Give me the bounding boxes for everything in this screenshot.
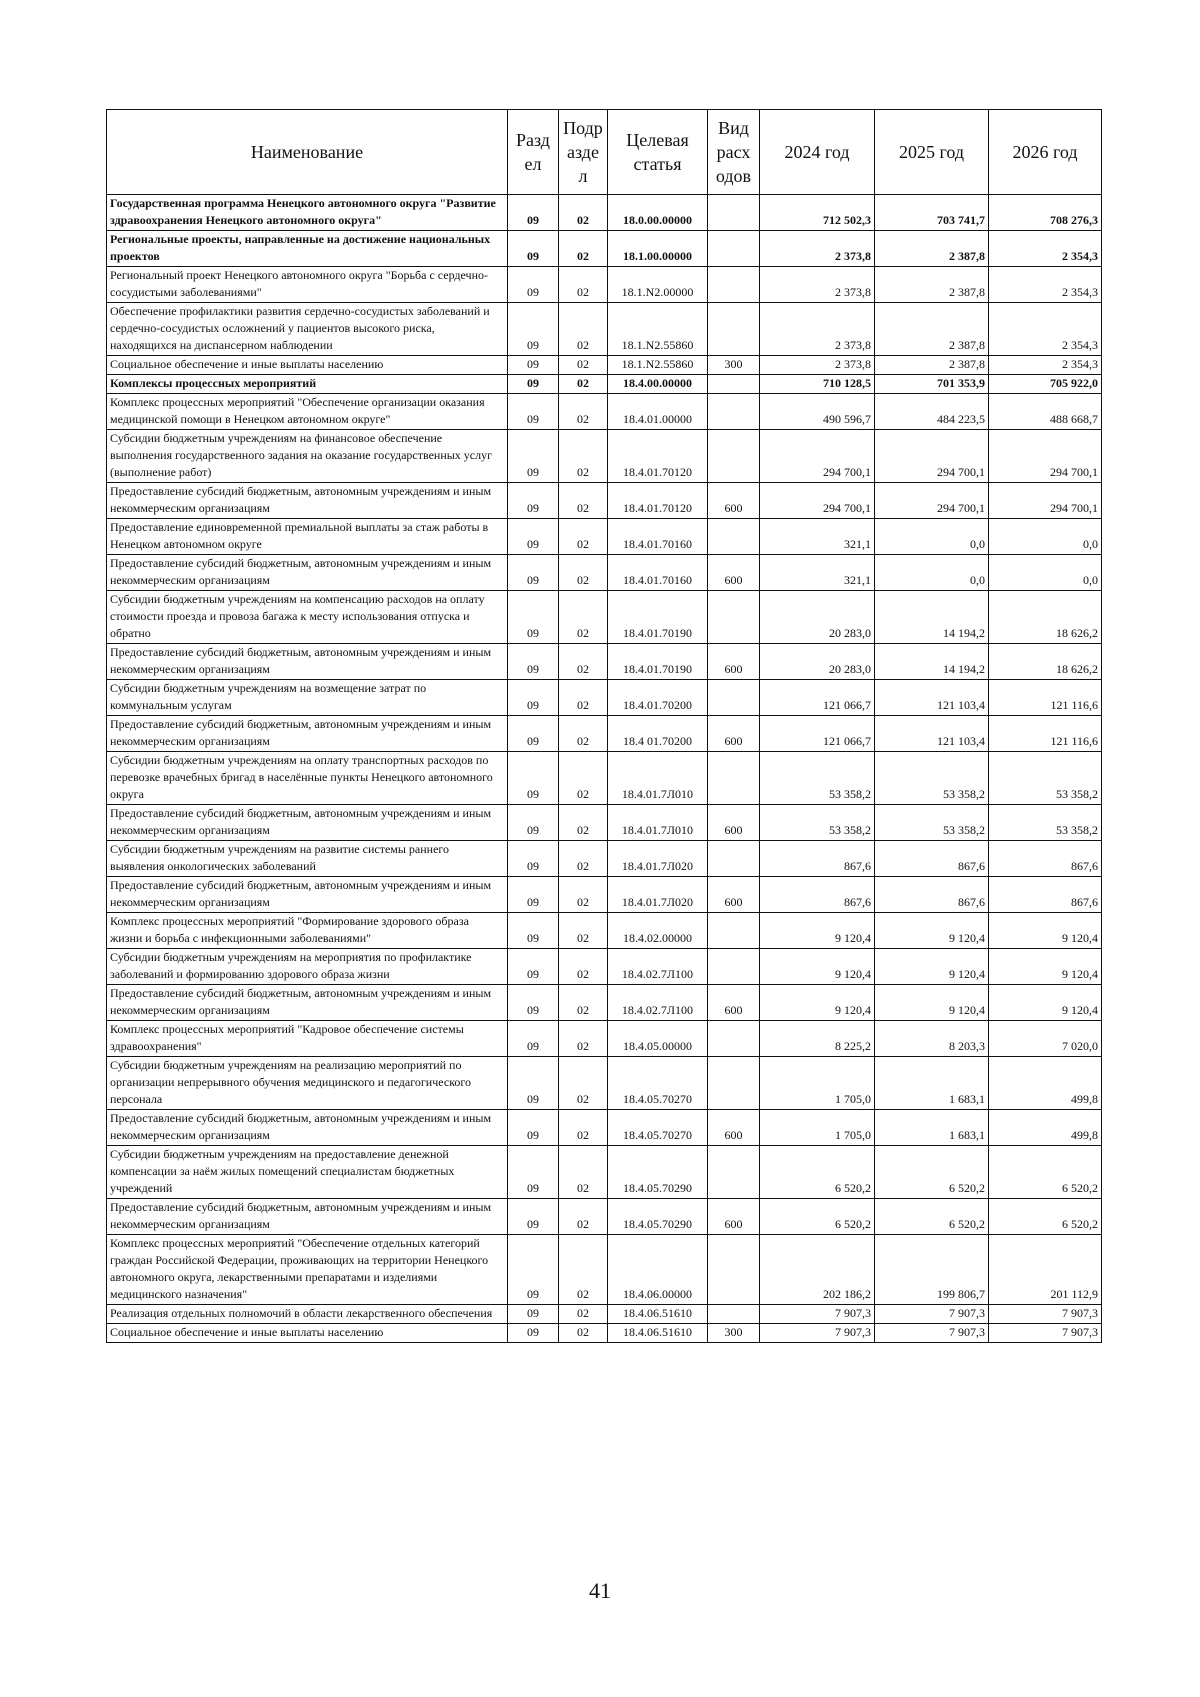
table-row xyxy=(107,949,1102,985)
table-row xyxy=(107,680,1102,716)
cell-name: Государственная программа Ненецкого автономного округа "Развитие здравоохранения Ненецкого автономного округа" xyxy=(107,195,508,231)
cell-target-article: 18.4.01.00000 xyxy=(608,394,708,430)
cell-2026: 9 120,4 xyxy=(989,949,1102,985)
cell-name: Региональные проекты, направленные на достижение национальных проектов xyxy=(107,231,508,267)
cell-razdel: 09 xyxy=(508,716,559,752)
cell-razdel: 09 xyxy=(508,231,559,267)
cell-2024: 490 596,7 xyxy=(760,394,875,430)
cell-razdel: 09 xyxy=(508,644,559,680)
cell-podrazdel: 02 xyxy=(559,430,608,483)
table-row xyxy=(107,195,1102,231)
cell-razdel: 09 xyxy=(508,985,559,1021)
cell-podrazdel: 02 xyxy=(559,267,608,303)
cell-name: Предоставление субсидий бюджетным, автономным учреждениям и иным некоммерческим организациям xyxy=(107,644,508,680)
cell-2025: 14 194,2 xyxy=(875,591,989,644)
cell-2025: 6 520,2 xyxy=(875,1199,989,1235)
header-2026: 2026 год xyxy=(989,110,1102,195)
header-name: Наименование xyxy=(107,110,508,195)
cell-2025: 121 103,4 xyxy=(875,680,989,716)
cell-podrazdel: 02 xyxy=(559,1057,608,1110)
cell-2025: 0,0 xyxy=(875,555,989,591)
cell-razdel: 09 xyxy=(508,267,559,303)
table-row xyxy=(107,752,1102,805)
cell-2026: 294 700,1 xyxy=(989,483,1102,519)
cell-2026: 2 354,3 xyxy=(989,356,1102,375)
table-row xyxy=(107,356,1102,375)
table-row xyxy=(107,1305,1102,1324)
header-target-article: Целевая статья xyxy=(608,110,708,195)
cell-2026: 201 112,9 xyxy=(989,1235,1102,1305)
cell-podrazdel: 02 xyxy=(559,591,608,644)
table-row xyxy=(107,913,1102,949)
cell-2026: 18 626,2 xyxy=(989,644,1102,680)
budget-table xyxy=(106,109,1102,1343)
cell-2024: 867,6 xyxy=(760,841,875,877)
table-row xyxy=(107,877,1102,913)
cell-target-article: 18.4 01.70200 xyxy=(608,716,708,752)
cell-podrazdel: 02 xyxy=(559,913,608,949)
cell-2024: 9 120,4 xyxy=(760,949,875,985)
table-row xyxy=(107,1235,1102,1305)
cell-2026: 708 276,3 xyxy=(989,195,1102,231)
cell-2024: 294 700,1 xyxy=(760,430,875,483)
cell-podrazdel: 02 xyxy=(559,519,608,555)
cell-2025: 8 203,3 xyxy=(875,1021,989,1057)
cell-2026: 6 520,2 xyxy=(989,1146,1102,1199)
cell-name: Комплекс процессных мероприятий "Обеспечение отдельных категорий граждан Российской Федерации, проживающих на территории Ненецкого автономного округа, лекарственными препаратами и изделиями медицинского назначения" xyxy=(107,1235,508,1305)
cell-2025: 294 700,1 xyxy=(875,430,989,483)
cell-podrazdel: 02 xyxy=(559,375,608,394)
cell-podrazdel: 02 xyxy=(559,1324,608,1343)
cell-2024: 202 186,2 xyxy=(760,1235,875,1305)
cell-target-article: 18.1.N2.55860 xyxy=(608,303,708,356)
cell-target-article: 18.4.05.70290 xyxy=(608,1199,708,1235)
cell-razdel: 09 xyxy=(508,356,559,375)
cell-name: Предоставление субсидий бюджетным, автономным учреждениям и иным некоммерческим организациям xyxy=(107,716,508,752)
cell-2024: 8 225,2 xyxy=(760,1021,875,1057)
cell-razdel: 09 xyxy=(508,555,559,591)
cell-expense-type: 600 xyxy=(708,716,760,752)
table-row xyxy=(107,483,1102,519)
cell-2026: 499,8 xyxy=(989,1057,1102,1110)
cell-2026: 488 668,7 xyxy=(989,394,1102,430)
cell-2024: 2 373,8 xyxy=(760,231,875,267)
cell-target-article: 18.4.01.7Л010 xyxy=(608,752,708,805)
table-row xyxy=(107,591,1102,644)
cell-2026: 2 354,3 xyxy=(989,267,1102,303)
cell-target-article: 18.4.01.70200 xyxy=(608,680,708,716)
cell-razdel: 09 xyxy=(508,1057,559,1110)
cell-razdel: 09 xyxy=(508,591,559,644)
cell-2026: 53 358,2 xyxy=(989,752,1102,805)
cell-razdel: 09 xyxy=(508,805,559,841)
cell-2026: 9 120,4 xyxy=(989,913,1102,949)
cell-razdel: 09 xyxy=(508,394,559,430)
cell-2025: 1 683,1 xyxy=(875,1110,989,1146)
cell-2024: 321,1 xyxy=(760,519,875,555)
table-row xyxy=(107,1057,1102,1110)
cell-razdel: 09 xyxy=(508,375,559,394)
cell-2024: 7 907,3 xyxy=(760,1305,875,1324)
cell-2025: 867,6 xyxy=(875,877,989,913)
cell-razdel: 09 xyxy=(508,680,559,716)
cell-expense-type xyxy=(708,1235,760,1305)
cell-name: Субсидии бюджетным учреждениям на мероприятия по профилактике заболеваний и формированию здорового образа жизни xyxy=(107,949,508,985)
cell-2026: 2 354,3 xyxy=(989,231,1102,267)
cell-2024: 321,1 xyxy=(760,555,875,591)
cell-2024: 2 373,8 xyxy=(760,267,875,303)
cell-expense-type xyxy=(708,1146,760,1199)
cell-razdel: 09 xyxy=(508,483,559,519)
cell-expense-type xyxy=(708,1057,760,1110)
cell-name: Обеспечение профилактики развития сердечно-сосудистых заболеваний и сердечно-сосудистых осложнений у пациентов высокого риска, находящихся на диспансерном наблюдении xyxy=(107,303,508,356)
cell-name: Предоставление единовременной премиальной выплаты за стаж работы в Ненецком автономном округе xyxy=(107,519,508,555)
cell-2024: 712 502,3 xyxy=(760,195,875,231)
cell-podrazdel: 02 xyxy=(559,949,608,985)
table-row xyxy=(107,1146,1102,1199)
cell-expense-type xyxy=(708,949,760,985)
cell-2025: 2 387,8 xyxy=(875,231,989,267)
table-row xyxy=(107,394,1102,430)
cell-name: Субсидии бюджетным учреждениям на возмещение затрат по коммунальным услугам xyxy=(107,680,508,716)
cell-podrazdel: 02 xyxy=(559,1110,608,1146)
cell-2025: 0,0 xyxy=(875,519,989,555)
cell-razdel: 09 xyxy=(508,841,559,877)
cell-name: Субсидии бюджетным учреждениям на оплату транспортных расходов по перевозке врачебных бригад в населённые пункты Ненецкого автономного округа xyxy=(107,752,508,805)
cell-target-article: 18.4.01.7Л020 xyxy=(608,841,708,877)
cell-podrazdel: 02 xyxy=(559,752,608,805)
cell-expense-type xyxy=(708,231,760,267)
cell-name: Предоставление субсидий бюджетным, автономным учреждениям и иным некоммерческим организациям xyxy=(107,877,508,913)
cell-expense-type xyxy=(708,1305,760,1324)
cell-razdel: 09 xyxy=(508,913,559,949)
cell-razdel: 09 xyxy=(508,1146,559,1199)
cell-razdel: 09 xyxy=(508,877,559,913)
cell-expense-type xyxy=(708,1021,760,1057)
cell-2026: 2 354,3 xyxy=(989,303,1102,356)
cell-name: Реализация отдельных полномочий в области лекарственного обеспечения xyxy=(107,1305,508,1324)
cell-podrazdel: 02 xyxy=(559,394,608,430)
cell-expense-type xyxy=(708,591,760,644)
cell-2025: 703 741,7 xyxy=(875,195,989,231)
cell-2024: 2 373,8 xyxy=(760,356,875,375)
cell-name: Субсидии бюджетным учреждениям на реализацию мероприятий по организации непрерывного обучения медицинского и педагогического персонала xyxy=(107,1057,508,1110)
cell-expense-type: 300 xyxy=(708,356,760,375)
cell-2026: 294 700,1 xyxy=(989,430,1102,483)
cell-2024: 710 128,5 xyxy=(760,375,875,394)
cell-razdel: 09 xyxy=(508,1324,559,1343)
cell-podrazdel: 02 xyxy=(559,303,608,356)
table-row xyxy=(107,1199,1102,1235)
cell-podrazdel: 02 xyxy=(559,680,608,716)
cell-2026: 705 922,0 xyxy=(989,375,1102,394)
cell-expense-type: 600 xyxy=(708,1199,760,1235)
table-row xyxy=(107,985,1102,1021)
cell-2026: 6 520,2 xyxy=(989,1199,1102,1235)
table-row xyxy=(107,430,1102,483)
cell-2024: 867,6 xyxy=(760,877,875,913)
cell-target-article: 18.4.05.70270 xyxy=(608,1110,708,1146)
cell-name: Субсидии бюджетным учреждениям на развитие системы раннего выявления онкологических заболеваний xyxy=(107,841,508,877)
cell-2025: 53 358,2 xyxy=(875,805,989,841)
table-row xyxy=(107,519,1102,555)
cell-expense-type: 600 xyxy=(708,985,760,1021)
cell-expense-type xyxy=(708,519,760,555)
cell-target-article: 18.4.01.7Л020 xyxy=(608,877,708,913)
cell-2024: 121 066,7 xyxy=(760,680,875,716)
cell-2024: 9 120,4 xyxy=(760,913,875,949)
cell-razdel: 09 xyxy=(508,430,559,483)
cell-2026: 0,0 xyxy=(989,519,1102,555)
cell-expense-type xyxy=(708,394,760,430)
table-body xyxy=(107,195,1102,1343)
table-row xyxy=(107,267,1102,303)
cell-name: Социальное обеспечение и иные выплаты населению xyxy=(107,356,508,375)
cell-2024: 2 373,8 xyxy=(760,303,875,356)
cell-razdel: 09 xyxy=(508,1199,559,1235)
cell-name: Региональный проект Ненецкого автономного округа "Борьба с сердечно-сосудистыми заболеваниями" xyxy=(107,267,508,303)
cell-expense-type: 600 xyxy=(708,644,760,680)
cell-name: Социальное обеспечение и иные выплаты населению xyxy=(107,1324,508,1343)
cell-name: Комплекс процессных мероприятий "Формирование здорового образа жизни и борьба с инфекционными заболеваниями" xyxy=(107,913,508,949)
header-podrazdel: Подр азде л xyxy=(559,110,608,195)
table-row xyxy=(107,841,1102,877)
cell-2025: 9 120,4 xyxy=(875,949,989,985)
cell-podrazdel: 02 xyxy=(559,1305,608,1324)
cell-expense-type: 600 xyxy=(708,877,760,913)
cell-2026: 499,8 xyxy=(989,1110,1102,1146)
cell-2026: 7 020,0 xyxy=(989,1021,1102,1057)
cell-target-article: 18.4.05.70290 xyxy=(608,1146,708,1199)
cell-2025: 9 120,4 xyxy=(875,913,989,949)
cell-expense-type: 600 xyxy=(708,483,760,519)
cell-target-article: 18.4.06.00000 xyxy=(608,1235,708,1305)
cell-2025: 484 223,5 xyxy=(875,394,989,430)
cell-2025: 121 103,4 xyxy=(875,716,989,752)
cell-expense-type xyxy=(708,267,760,303)
cell-2024: 20 283,0 xyxy=(760,644,875,680)
cell-podrazdel: 02 xyxy=(559,483,608,519)
cell-target-article: 18.4.06.51610 xyxy=(608,1324,708,1343)
cell-razdel: 09 xyxy=(508,195,559,231)
cell-2025: 14 194,2 xyxy=(875,644,989,680)
cell-2025: 2 387,8 xyxy=(875,356,989,375)
cell-target-article: 18.4.02.7Л100 xyxy=(608,949,708,985)
cell-razdel: 09 xyxy=(508,1305,559,1324)
cell-name: Предоставление субсидий бюджетным, автономным учреждениям и иным некоммерческим организациям xyxy=(107,1199,508,1235)
cell-podrazdel: 02 xyxy=(559,195,608,231)
cell-podrazdel: 02 xyxy=(559,555,608,591)
cell-target-article: 18.0.00.00000 xyxy=(608,195,708,231)
cell-2026: 18 626,2 xyxy=(989,591,1102,644)
cell-2026: 7 907,3 xyxy=(989,1324,1102,1343)
cell-razdel: 09 xyxy=(508,1110,559,1146)
cell-expense-type: 300 xyxy=(708,1324,760,1343)
cell-razdel: 09 xyxy=(508,1235,559,1305)
cell-razdel: 09 xyxy=(508,1021,559,1057)
cell-2024: 6 520,2 xyxy=(760,1146,875,1199)
cell-expense-type xyxy=(708,752,760,805)
cell-podrazdel: 02 xyxy=(559,356,608,375)
header-expense-type: Вид расх одов xyxy=(708,110,760,195)
cell-2025: 6 520,2 xyxy=(875,1146,989,1199)
cell-expense-type: 600 xyxy=(708,1110,760,1146)
cell-name: Комплекс процессных мероприятий "Кадровое обеспечение системы здравоохранения" xyxy=(107,1021,508,1057)
cell-target-article: 18.4.01.70120 xyxy=(608,430,708,483)
cell-podrazdel: 02 xyxy=(559,644,608,680)
header-2025: 2025 год xyxy=(875,110,989,195)
cell-2024: 53 358,2 xyxy=(760,805,875,841)
cell-2025: 53 358,2 xyxy=(875,752,989,805)
table-row xyxy=(107,555,1102,591)
cell-2026: 121 116,6 xyxy=(989,716,1102,752)
cell-expense-type xyxy=(708,913,760,949)
cell-target-article: 18.4.01.70190 xyxy=(608,591,708,644)
cell-expense-type xyxy=(708,430,760,483)
cell-target-article: 18.1.N2.00000 xyxy=(608,267,708,303)
cell-target-article: 18.4.01.70120 xyxy=(608,483,708,519)
cell-target-article: 18.4.02.00000 xyxy=(608,913,708,949)
cell-podrazdel: 02 xyxy=(559,877,608,913)
table-row xyxy=(107,1324,1102,1343)
cell-2024: 6 520,2 xyxy=(760,1199,875,1235)
cell-podrazdel: 02 xyxy=(559,1199,608,1235)
cell-target-article: 18.4.01.70160 xyxy=(608,519,708,555)
cell-target-article: 18.4.01.70190 xyxy=(608,644,708,680)
cell-2024: 1 705,0 xyxy=(760,1057,875,1110)
cell-expense-type: 600 xyxy=(708,555,760,591)
table-row xyxy=(107,1021,1102,1057)
cell-2025: 2 387,8 xyxy=(875,267,989,303)
cell-2025: 7 907,3 xyxy=(875,1324,989,1343)
table-row xyxy=(107,303,1102,356)
cell-podrazdel: 02 xyxy=(559,716,608,752)
cell-2024: 20 283,0 xyxy=(760,591,875,644)
cell-expense-type xyxy=(708,195,760,231)
cell-target-article: 18.4.06.51610 xyxy=(608,1305,708,1324)
cell-podrazdel: 02 xyxy=(559,1021,608,1057)
cell-razdel: 09 xyxy=(508,303,559,356)
cell-podrazdel: 02 xyxy=(559,1235,608,1305)
cell-name: Субсидии бюджетным учреждениям на финансовое обеспечение выполнения государственного задания на оказание государственных услуг (выполнение работ) xyxy=(107,430,508,483)
cell-2024: 53 358,2 xyxy=(760,752,875,805)
cell-2025: 294 700,1 xyxy=(875,483,989,519)
cell-2026: 7 907,3 xyxy=(989,1305,1102,1324)
page-number: 41 xyxy=(589,1578,611,1603)
table-row xyxy=(107,375,1102,394)
cell-razdel: 09 xyxy=(508,949,559,985)
cell-2025: 9 120,4 xyxy=(875,985,989,1021)
cell-target-article: 18.4.05.70270 xyxy=(608,1057,708,1110)
cell-2026: 0,0 xyxy=(989,555,1102,591)
cell-expense-type xyxy=(708,680,760,716)
cell-target-article: 18.4.02.7Л100 xyxy=(608,985,708,1021)
cell-name: Субсидии бюджетным учреждениям на предоставление денежной компенсации за наём жилых помещений специалистам бюджетных учреждений xyxy=(107,1146,508,1199)
cell-podrazdel: 02 xyxy=(559,231,608,267)
cell-expense-type xyxy=(708,303,760,356)
cell-podrazdel: 02 xyxy=(559,985,608,1021)
table-row xyxy=(107,231,1102,267)
cell-target-article: 18.4.05.00000 xyxy=(608,1021,708,1057)
table-row xyxy=(107,716,1102,752)
cell-2025: 2 387,8 xyxy=(875,303,989,356)
cell-2026: 867,6 xyxy=(989,877,1102,913)
cell-target-article: 18.4.01.70160 xyxy=(608,555,708,591)
cell-2026: 53 358,2 xyxy=(989,805,1102,841)
cell-expense-type: 600 xyxy=(708,805,760,841)
cell-2025: 1 683,1 xyxy=(875,1057,989,1110)
cell-2025: 867,6 xyxy=(875,841,989,877)
cell-podrazdel: 02 xyxy=(559,841,608,877)
cell-target-article: 18.4.00.00000 xyxy=(608,375,708,394)
cell-2026: 121 116,6 xyxy=(989,680,1102,716)
cell-2024: 1 705,0 xyxy=(760,1110,875,1146)
cell-razdel: 09 xyxy=(508,519,559,555)
cell-2024: 7 907,3 xyxy=(760,1324,875,1343)
cell-target-article: 18.4.01.7Л010 xyxy=(608,805,708,841)
cell-2026: 867,6 xyxy=(989,841,1102,877)
table-row xyxy=(107,1110,1102,1146)
cell-podrazdel: 02 xyxy=(559,805,608,841)
cell-2024: 121 066,7 xyxy=(760,716,875,752)
cell-name: Предоставление субсидий бюджетным, автономным учреждениям и иным некоммерческим организациям xyxy=(107,1110,508,1146)
cell-2025: 199 806,7 xyxy=(875,1235,989,1305)
cell-2024: 9 120,4 xyxy=(760,985,875,1021)
table-header-row xyxy=(107,110,1102,195)
cell-name: Предоставление субсидий бюджетным, автономным учреждениям и иным некоммерческим организациям xyxy=(107,985,508,1021)
cell-name: Предоставление субсидий бюджетным, автономным учреждениям и иным некоммерческим организациям xyxy=(107,483,508,519)
cell-name: Субсидии бюджетным учреждениям на компенсацию расходов на оплату стоимости проезда и провоза багажа к месту использования отпуска и обратно xyxy=(107,591,508,644)
cell-2025: 7 907,3 xyxy=(875,1305,989,1324)
header-2024: 2024 год xyxy=(760,110,875,195)
cell-name: Предоставление субсидий бюджетным, автономным учреждениям и иным некоммерческим организациям xyxy=(107,555,508,591)
cell-2025: 701 353,9 xyxy=(875,375,989,394)
cell-expense-type xyxy=(708,841,760,877)
header-razdel: Разд ел xyxy=(508,110,559,195)
cell-name: Предоставление субсидий бюджетным, автономным учреждениям и иным некоммерческим организациям xyxy=(107,805,508,841)
cell-2026: 9 120,4 xyxy=(989,985,1102,1021)
cell-razdel: 09 xyxy=(508,752,559,805)
cell-target-article: 18.1.00.00000 xyxy=(608,231,708,267)
cell-name: Комплексы процессных мероприятий xyxy=(107,375,508,394)
table-row xyxy=(107,644,1102,680)
cell-podrazdel: 02 xyxy=(559,1146,608,1199)
table-row xyxy=(107,805,1102,841)
cell-expense-type xyxy=(708,375,760,394)
cell-name: Комплекс процессных мероприятий "Обеспечение организации оказания медицинской помощи в Ненецком автономном округе" xyxy=(107,394,508,430)
cell-2024: 294 700,1 xyxy=(760,483,875,519)
cell-target-article: 18.1.N2.55860 xyxy=(608,356,708,375)
